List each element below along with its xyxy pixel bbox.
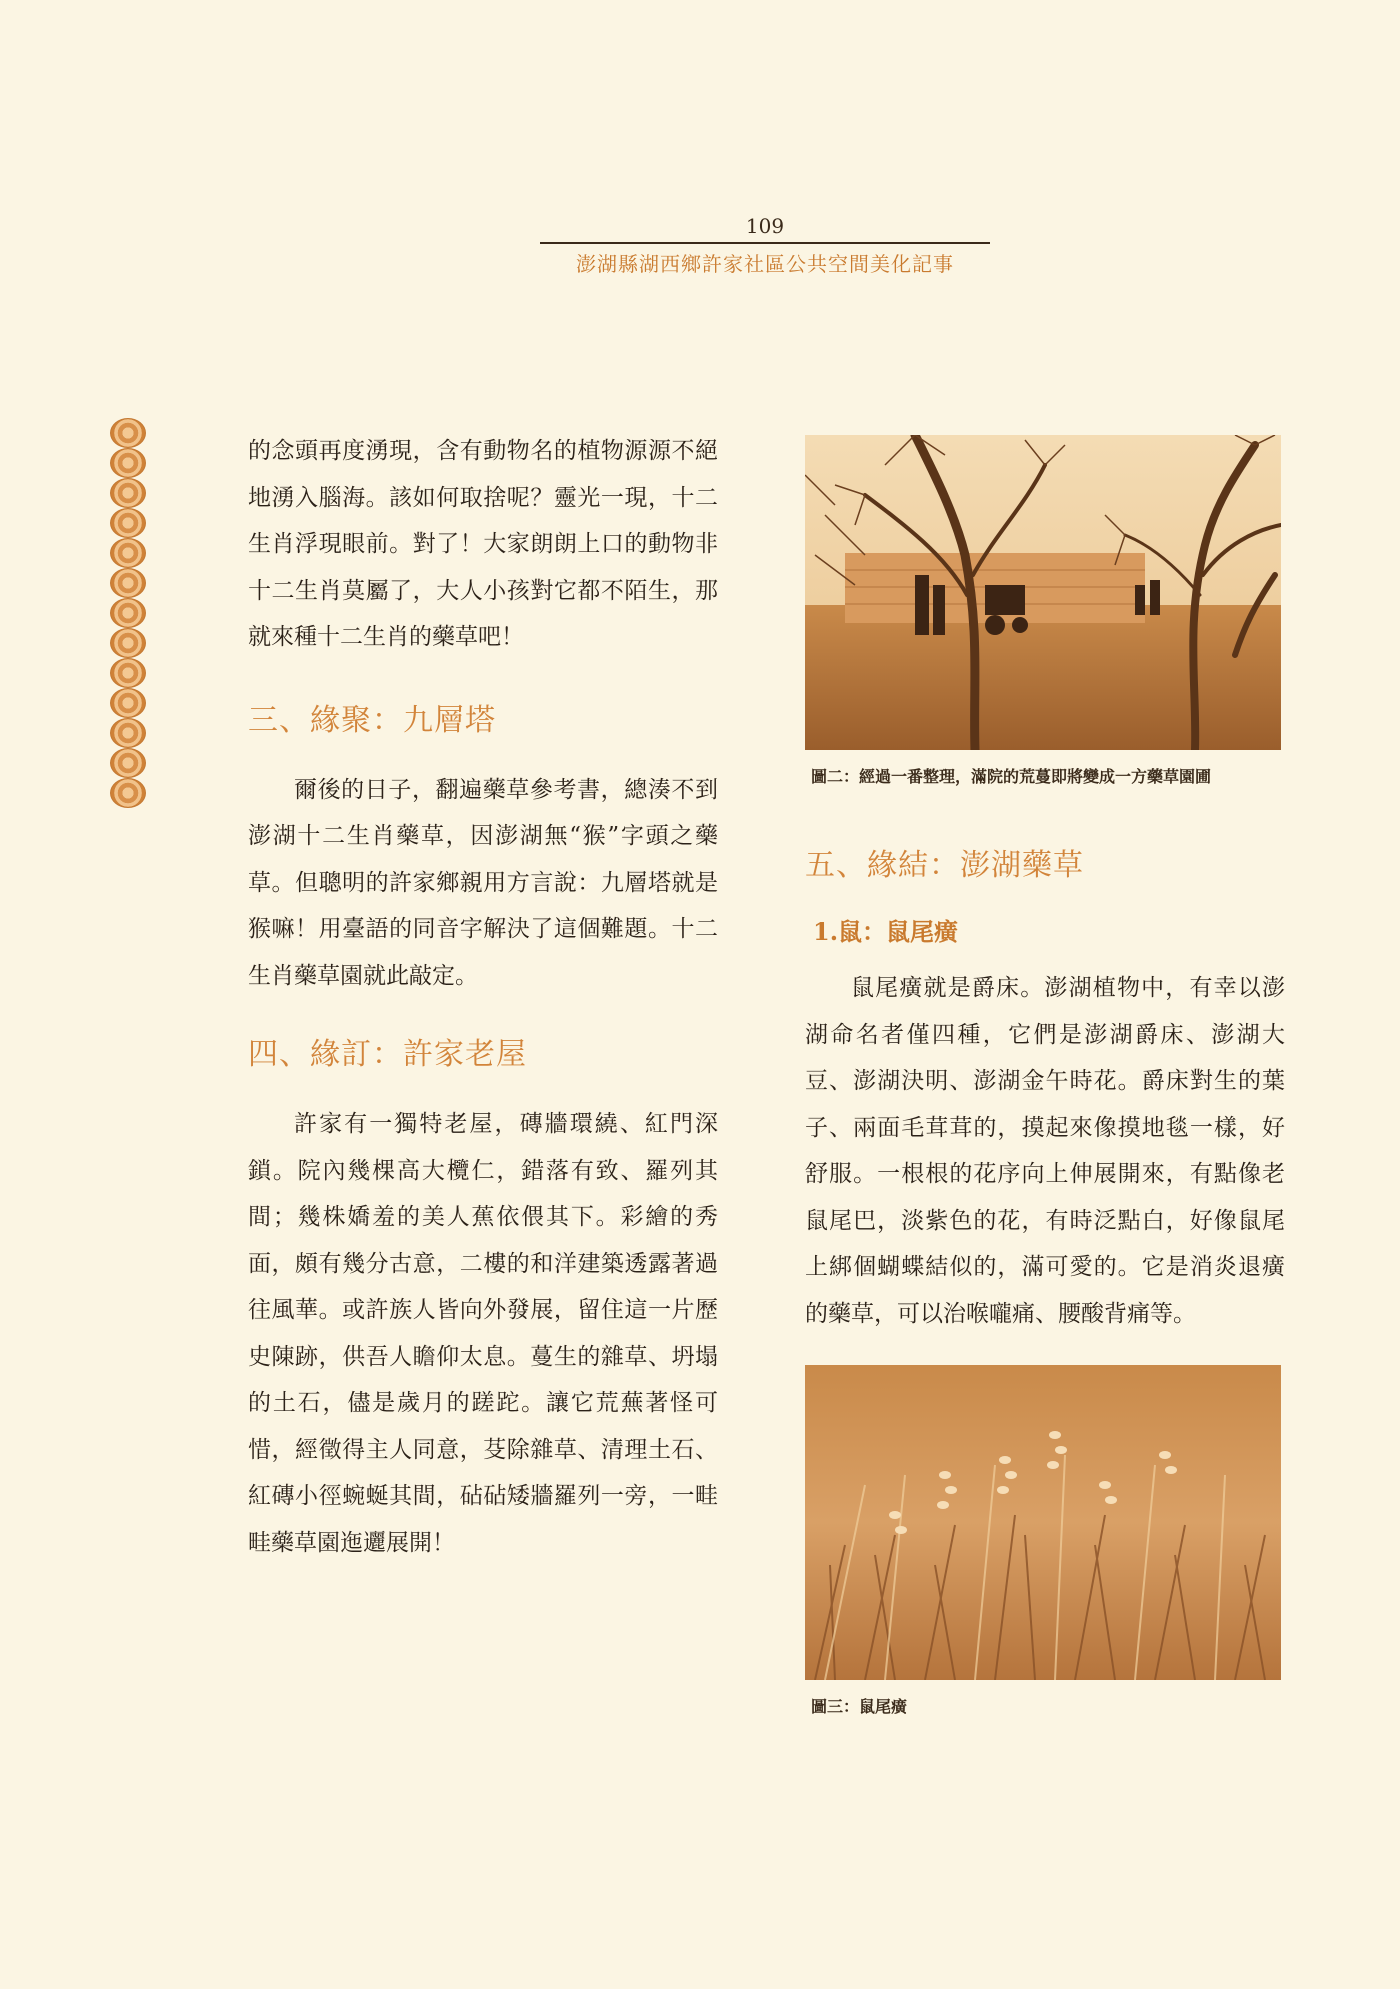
figure2-caption: 圖二：經過一番整理，滿院的荒蔓即將變成一方藥草園圃 <box>811 767 1212 786</box>
section4-heading: 四、緣訂：許家老屋 <box>248 1037 527 1072</box>
medallion-ornament <box>110 778 146 808</box>
medallion-ornament <box>110 598 146 628</box>
right-column <box>805 435 1285 1720</box>
medallion-ornament <box>110 658 146 688</box>
running-title: 澎湖縣湖西鄉許家社區公共空間美化記事 <box>576 252 954 276</box>
medallion-ornament <box>110 688 146 718</box>
medallion-ornament <box>110 478 146 508</box>
garden-courtyard-photo <box>805 435 1281 750</box>
section3-heading: 三、緣聚：九層塔 <box>248 702 496 738</box>
medallion-ornament <box>110 748 146 778</box>
left-column <box>248 428 718 1566</box>
medallion-ornament <box>110 508 146 538</box>
sub1-paragraph: 鼠尾癀就是爵床。澎湖植物中，有幸以澎湖命名者僅四種，它們是澎湖爵床、澎湖大豆、澎湖決明、澎湖金午時花。爵床對生的葉子、兩面毛茸茸的，摸起來像摸地毯一樣，好舒服。一根根的花序向上伸展開來，有點像老鼠尾巴，淡紫色的花，有時泛點白，好像鼠尾上綁個蝴蝶結似的，滿可愛的。它是消炎退癀的藥草，可以治喉嚨痛、腰酸背痛等。 <box>805 975 1285 1327</box>
medallion-ornament <box>110 718 146 748</box>
figure3-caption: 圖三：鼠尾癀 <box>811 1697 908 1716</box>
header-rule <box>540 242 990 244</box>
medallion-ornament <box>110 568 146 598</box>
page-number: 109 <box>745 214 785 238</box>
section5-heading: 五、緣結：澎湖藥草 <box>805 848 1084 883</box>
medallion-ornament <box>110 628 146 658</box>
plant-flowers-photo <box>805 1365 1281 1680</box>
section3-paragraph: 爾後的日子，翻遍藥草參考書，總湊不到澎湖十二生肖藥草，因澎湖無“猴”字頭之藥草。但聰明的許家鄉親用方言說：九層塔就是猴嘛！用臺語的同音字解決了這個難題。十二生肖藥草園就此敲定。 <box>248 776 718 989</box>
medallion-ornament <box>110 538 146 568</box>
section4-paragraph: 許家有一獨特老屋，磚牆環繞、紅門深鎖。院內幾棵高大欖仁，錯落有致、羅列其間；幾株嬌羞的美人蕉依偎其下。彩繪的秀面，頗有幾分古意，二樓的和洋建築透露著過往風華。或許族人皆向外發展，留住這一片歷史陳跡，供吾人瞻仰太息。蔓生的雜草、坍塌的土石，儘是歲月的蹉跎。讓它荒蕪著怪可惜，經徵得主人同意，芟除雜草、清理土石、紅磚小徑蜿蜒其間，砧砧矮牆羅列一旁，一畦畦藥草園迤邐展開！ <box>248 1111 718 1556</box>
figure3-photo <box>805 1365 1281 1680</box>
figure2-photo <box>805 435 1281 750</box>
medallion-ornament <box>110 418 146 448</box>
sub1-heading: 1.鼠：鼠尾癀 <box>813 917 959 946</box>
medallion-ornament <box>110 448 146 478</box>
intro-paragraph: 的念頭再度湧現，含有動物名的植物源源不絕地湧入腦海。該如何取捨呢？靈光一現，十二生肖浮現眼前。對了！大家朗朗上口的動物非十二生肖莫屬了，大人小孩對它都不陌生，那就來種十二生肖的藥草吧！ <box>248 438 718 650</box>
decorative-medallion-column <box>110 418 146 808</box>
